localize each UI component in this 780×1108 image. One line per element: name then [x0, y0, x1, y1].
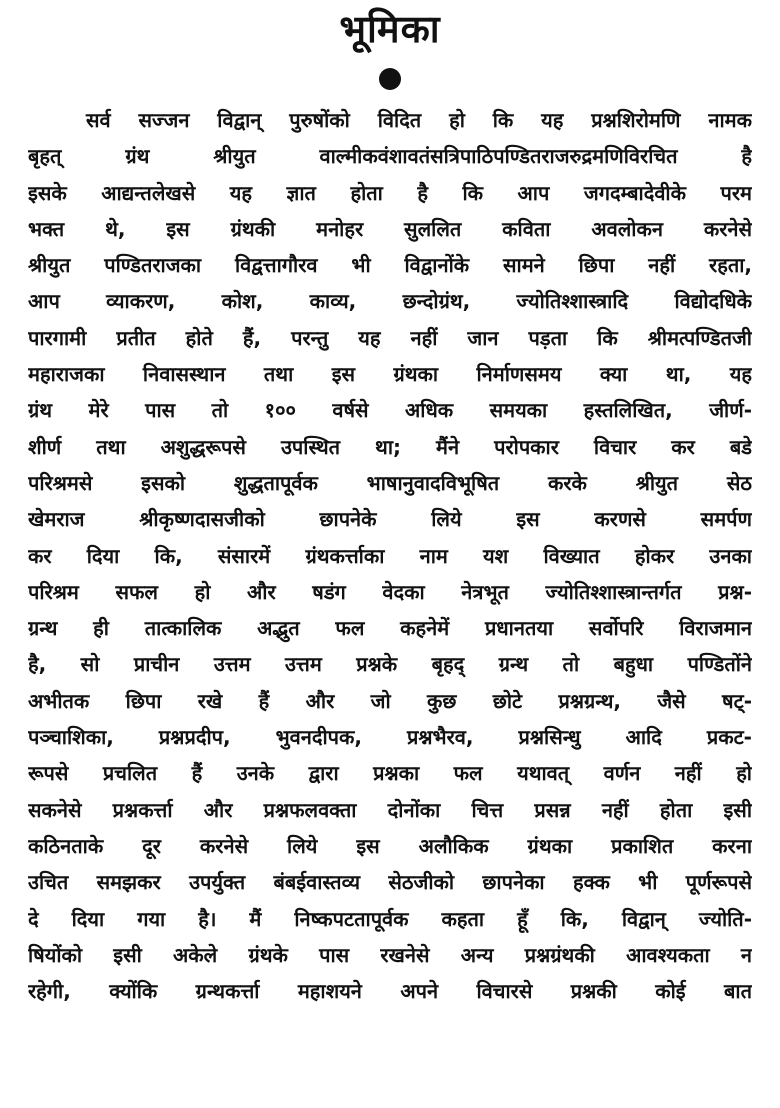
text-line: रहेगी, क्योंकि ग्रन्थकर्त्ता महाशयने अपने विचारसे प्रश्नकी कोई बात: [28, 979, 752, 1004]
text-line: अभीतक छिपा रखे हैं और जो कुछ छोटे प्रश्नग्रन्थ, जैसे षट्-: [28, 688, 752, 713]
text-line: परिश्रमसे इसको शुद्धतापूर्वक भाषानुवादविभूषित करके श्रीयुत सेठ: [28, 470, 752, 495]
text-line: ग्रन्थ ही तात्कालिक अद्भुत फल कहनेमें प्रधानतया सर्वोपरि विराजमान: [28, 616, 752, 641]
text-line: षियोंको इसी अकेले ग्रंथके पास रखनेसे अन्य प्रश्नग्रंथकी आवश्यकता न: [28, 942, 752, 967]
text-line: रूपसे प्रचलित हैं उनके द्वारा प्रश्नका फल यथावत् वर्णन नहीं हो: [28, 761, 752, 786]
text-line: श्रीयुत पण्डितराजका विद्वत्तागौरव भी विद्वानोंके सामने छिपा नहीं रहता,: [28, 253, 752, 278]
text-line: आप व्याकरण, कोश, काव्य, छन्दोग्रंथ, ज्योतिश्शास्त्रादि विद्योदधिके: [28, 289, 752, 314]
body-paragraph: [28, 102, 752, 1009]
text-line: परिश्रम सफल हो और षडंग वेदका नेत्रभूत ज्योतिश्शास्त्रान्तर्गत प्रश्न-: [28, 579, 752, 604]
text-line: बृहत् ग्रंथ श्रीयुत वाल्मीकवंशावतंसत्रिपाठिपण्डितराजरुद्रमणिविरचित है: [28, 144, 752, 169]
ornament-dot: [379, 68, 401, 90]
text-line: पारगामी प्रतीत होते हैं, परन्तु यह नहीं जान पड़ता कि श्रीमत्पण्डितजी: [28, 325, 752, 350]
text-line: महाराजका निवासस्थान तथा इस ग्रंथका निर्माणसमय क्या था, यह: [28, 362, 752, 387]
page-title: भूमिका: [339, 7, 441, 51]
text-line: इसके आद्यन्तलेखसे यह ज्ञात होता है कि आप जगदम्बादेवीके परम: [28, 180, 752, 205]
text-line: दे दिया गया है। मैं निष्कपटतापूर्वक कहता हूँ कि, विद्वान् ज्योति-: [28, 906, 752, 931]
text-line: कर दिया कि, संसारमें ग्रंथकर्त्ताका नाम यश विख्यात होकर उनका: [28, 543, 752, 568]
text-line: शीर्ण तथा अशुद्धरूपसे उपस्थित था; मैंने परोपकार विचार कर बडे: [28, 434, 752, 459]
text-line: सर्व सज्जन विद्वान् पुरुषोंको विदित हो कि यह प्रश्नशिरोमणि नामक: [86, 108, 752, 132]
text-line: पञ्चाशिका, प्रश्नप्रदीप, भुवनदीपक, प्रश्नभैरव, प्रश्नसिन्धु आदि प्रकट-: [28, 725, 752, 750]
text-line: कठिनताके दूर करनेसे लिये इस अलौकिक ग्रंथका प्रकाशित करना: [28, 833, 752, 858]
text-line: भक्त थे, इस ग्रंथकी मनोहर सुललित कविता अवलोकन करनेसे: [28, 216, 752, 241]
text-line: ग्रंथ मेरे पास तो १०० वर्षसे अधिक समयका हस्तलिखित, जीर्ण-: [28, 398, 752, 423]
text-line: उचित समझकर उपर्युक्त बंबईवास्तव्य सेठजीको छापनेका हक्क भी पूर्णरूपसे: [28, 870, 752, 895]
text-line: सकनेसे प्रश्नकर्त्ता और प्रश्नफलवक्ता दोनोंका चित्त प्रसन्न नहीं होता इसी: [28, 797, 752, 822]
text-line: खेमराज श्रीकृष्णदासजीको छापनेके लिये इस करणसे समर्पण: [28, 507, 752, 532]
text-line: है, सो प्राचीन उत्तम उत्तम प्रश्नके बृहद् ग्रन्थ तो बहुधा पण्डितोंने: [28, 652, 752, 677]
